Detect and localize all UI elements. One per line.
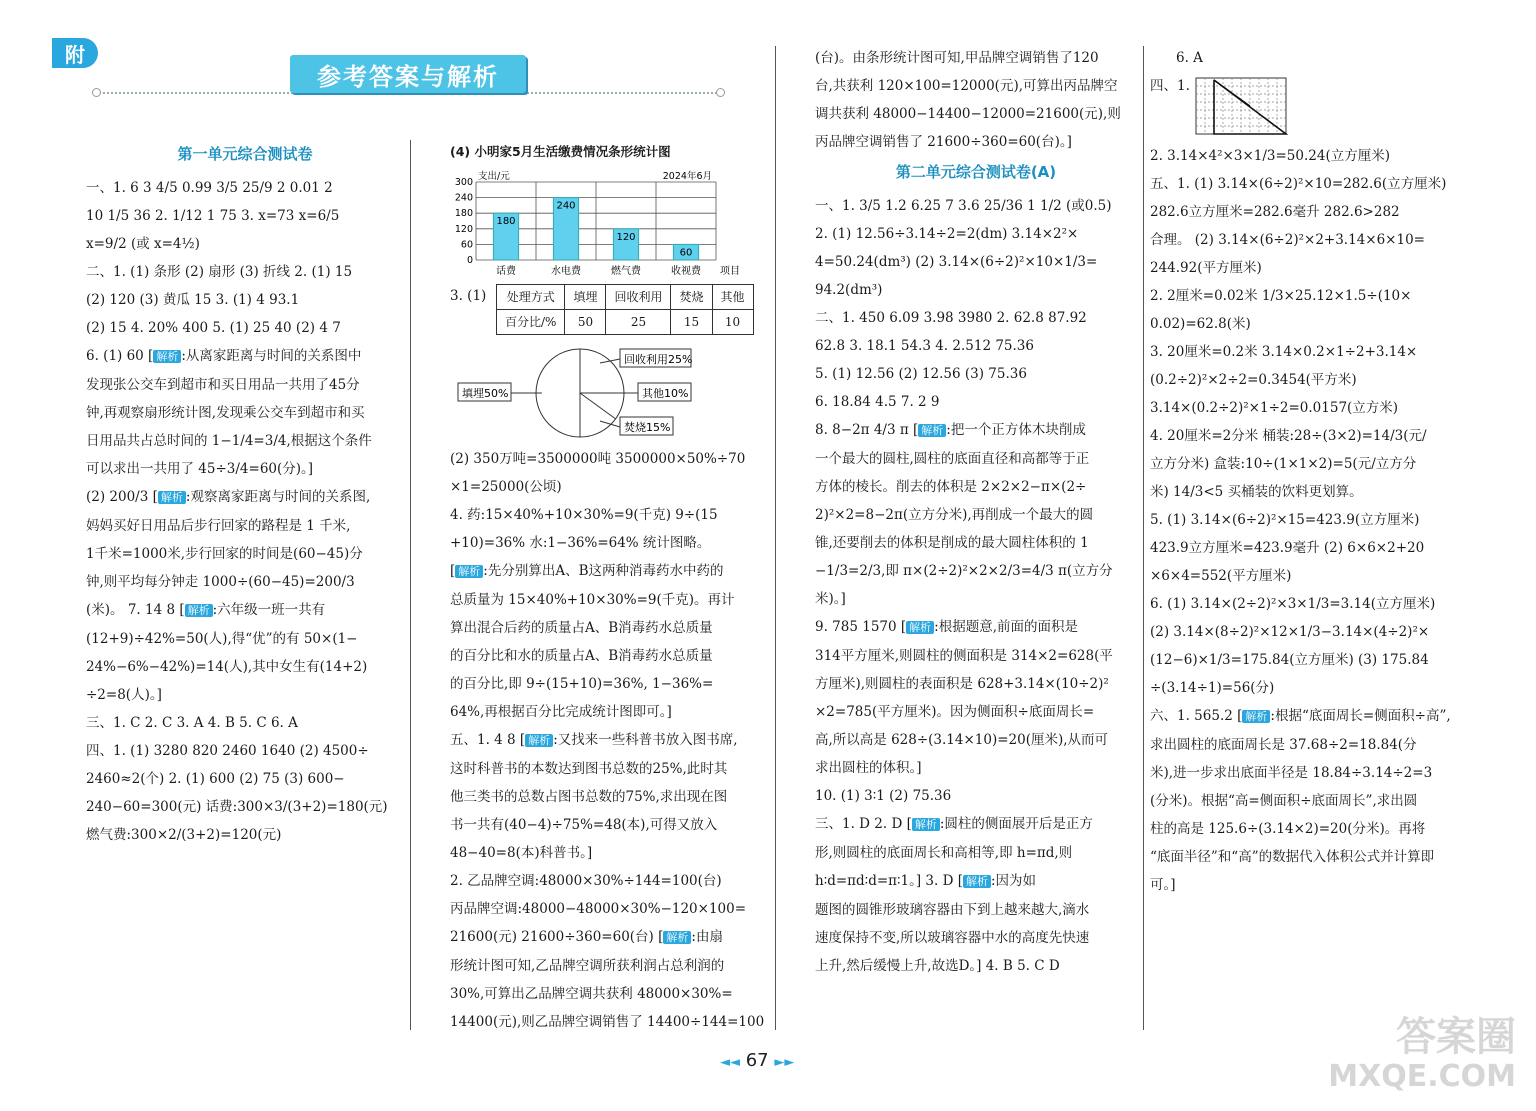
answer-line: 3.14×(0.2÷2)²×1÷2=0.0157(立方米) (1150, 400, 1399, 416)
answer-line: 一个最大的圆柱,圆柱的底面直径和高都等于正 (815, 451, 1090, 467)
answer-line: 6. 18.84 4.5 7. 2 9 (815, 394, 940, 410)
analysis-tag: 解析 (158, 491, 186, 504)
answer-line: ÷(3.14÷1)=56(分) (1150, 680, 1275, 696)
answer-line: 形,则圆柱的底面周长和高相等,即 h=πd,则 (815, 845, 1073, 861)
answer-line: 24%−6%−42%)=14(人),其中女生有(14+2) (86, 659, 368, 675)
answer-line: 6. (1) 3.14×(2÷2)²×3×1/3=3.14(立方厘米) (1150, 596, 1436, 612)
answer-line: 三、1. D 2. D [ 解析 :圆柱的侧面展开后是正方 (815, 816, 1093, 832)
answer-line: 10 1/5 36 2. 1/12 1 75 3. x=73 x=6/5 (86, 208, 340, 224)
answer-line: (2) 3.14×(8÷2)²×12×1/3−3.14×(4÷2)²× (1150, 624, 1430, 640)
prev-page-icon[interactable]: ◄◄ (720, 1055, 740, 1070)
answer-line: [ 解析 :先分别算出A、B这两种消毒药水中药的 (450, 563, 724, 579)
answer-line: 5. (1) 3.14×(6÷2)²×15=423.9(立方厘米) (1150, 512, 1420, 528)
y-tick-label: 60 (460, 239, 473, 251)
answer-line: 形统计图可知,乙品牌空调所获利润占总利润的 (450, 958, 725, 974)
answer-line: 282.6立方厘米=282.6毫升 282.6>282 (1150, 204, 1400, 220)
answer-line: 调共获利 48000−14400−12000=21600(元),则 (815, 106, 1121, 122)
table-header-row (497, 285, 754, 310)
answer-line: (分米)。根据“高=侧面积÷底面周长”,求出圆 (1150, 793, 1418, 809)
answer-line: ÷2=8(人)。] (86, 687, 162, 703)
divider-end-right (716, 88, 725, 97)
data-label: 180 (496, 216, 516, 228)
pie-label: 其他10% (642, 387, 689, 400)
answer-line: 一、1. 6 3 4/5 0.99 3/5 25/9 2 0.01 2 (86, 180, 333, 196)
analysis-tag: 解析 (918, 424, 946, 437)
y-axis-label: 支出/元 (478, 171, 510, 182)
answer-line: 钟,则平均每分钟走 1000÷(60−45)=200/3 (86, 574, 355, 590)
answer-line: 米),进一步求出底面半径是 18.84÷3.14÷2=3 (1150, 765, 1433, 781)
answer-6a: 6. A (1176, 50, 1203, 66)
answer-line: 14400(元),则乙品牌空调销售了 14400÷144=100 (450, 1014, 765, 1030)
answer-line: 算出混合后药的质量占A、B消毒药水总质量 (450, 620, 713, 636)
answer-line: x=9/2 (或 x=4½) (86, 236, 200, 252)
answer-line: 0.02)=62.8(米) (1150, 316, 1251, 332)
answer-line: 五、1. 4 8 [ 解析 :又找来一些科普书放入图书席, (450, 732, 738, 748)
y-tick-label: 300 (454, 177, 473, 188)
answer-line: 6. (1) 60 [ 解析 :从离家距离与时间的关系图中 (86, 348, 362, 364)
column-2-lines (450, 445, 770, 1036)
divider-end-left (92, 88, 101, 97)
table-label: 3. (1) (450, 288, 487, 304)
column-3 (815, 44, 1137, 980)
pie-chart (450, 341, 750, 445)
analysis-tag: 解析 (663, 931, 691, 944)
y-tick-label: 120 (454, 223, 473, 235)
answer-line: +10)=36% 水:1−36%=64% 统计图略。 (450, 535, 711, 551)
answer-line: (2) 120 (3) 黄瓜 15 3. (1) 4 93.1 (86, 292, 300, 308)
column-2 (450, 138, 770, 1036)
column-divider-2 (775, 46, 776, 1030)
answer-line: 423.9立方厘米=423.9毫升 (2) 6×6×2+20 (1150, 540, 1425, 556)
answer-line: 四、1. (1) 3280 820 2460 1640 (2) 4500÷ (86, 743, 369, 759)
answer-line: 21600(元) 21600÷360=60(台) [ 解析 :由扇 (450, 929, 723, 945)
answer-line: 总质量为 15×40%+10×30%=9(千克)。再计 (450, 592, 735, 608)
answer-line: 一、1. 3/5 1.2 6.25 7 3.6 25/36 1 1/2 (或0.5) (815, 198, 1112, 214)
analysis-tag: 解析 (455, 565, 483, 578)
answer-line: 日用品共占总时间的 1−1/4=3/4,根据这个条件 (86, 433, 372, 449)
section-title-unit1: 第一单元综合测试卷 (177, 145, 313, 163)
answer-line: 钟,再观察扇形统计图,发现乘公交车到超市和买 (86, 405, 365, 421)
answer-line: 锥,还要削去的体积是削成的最大圆柱体积的 1 (815, 535, 1089, 551)
answer-line: 4. 药:15×40%+10×30%=9(千克) 9÷(15 (450, 507, 718, 523)
column-3-lines (815, 192, 1137, 980)
x-axis-label: 项目 (720, 266, 740, 277)
answer-line: ×1=25000(公顷) (450, 479, 562, 495)
answer-line: (2) 15 4. 20% 400 5. (1) 25 40 (2) 4 7 (86, 320, 341, 336)
bar-chart (450, 168, 750, 278)
answer-line: 米) 14/3<5 买桶装的饮料更划算。 (1150, 484, 1363, 500)
answer-line: (2) 350万吨=3500000吨 3500000×50%÷70 (450, 451, 746, 467)
data-label: 240 (556, 200, 576, 212)
answer-line: (12−6)×1/3=175.84(立方厘米) (3) 175.84 (1150, 652, 1429, 668)
answer-line: 64%,再根据百分比完成统计图即可。] (450, 704, 672, 720)
answer-line: 五、1. (1) 3.14×(6÷2)²×10=282.6(立方厘米) (1150, 176, 1447, 192)
analysis-tag: 解析 (912, 818, 940, 831)
y-tick-label: 240 (454, 192, 473, 204)
answer-line: 合理。 (2) 3.14×(6÷2)²×2+3.14×6×10= (1150, 232, 1425, 248)
answer-line: (米)。 7. 14 8 [ 解析 :六年级一班一共有 (86, 602, 326, 618)
answer-line: 上升,然后缓慢上升,故选D。] 4. B 5. C D (815, 958, 1060, 974)
analysis-tag: 解析 (1242, 710, 1270, 723)
answer-line: 可。] (1150, 877, 1176, 893)
analysis-tag: 解析 (153, 350, 181, 363)
answer-line: 8. 8−2π 4/3 π [ 解析 :把一个正方体木块削成 (815, 422, 1086, 438)
answer-line: 48−40=8(本)科普书。] (450, 845, 593, 861)
pie-label: 回收利用25% (624, 353, 693, 366)
answer-line: 方体的棱长。削去的体积是 2×2×2−π×(2÷ (815, 479, 1087, 495)
analysis-tag: 解析 (185, 604, 213, 617)
column-1 (86, 138, 404, 849)
answer-line: 的百分比和水的质量占A、B消毒药水总质量 (450, 648, 713, 664)
answer-line: 速度保持不变,所以玻璃容器中水的高度先快速 (815, 930, 1090, 946)
answer-line: 5. (1) 12.56 (2) 12.56 (3) 75.36 (815, 366, 1027, 382)
answer-line: 10. (1) 3∶1 (2) 75.36 (815, 788, 952, 804)
answer-line: −1/3=2/3,即 π×(2÷2)²×2×2/3=4/3 π(立方分 (815, 563, 1113, 579)
answer-line: 2. 3.14×4²×3×1/3=50.24(立方厘米) (1150, 148, 1390, 164)
answer-line: (2) 200/3 [ 解析 :观察离家距离与时间的关系图, (86, 489, 371, 505)
answer-line: 求出圆柱的体积。] (815, 760, 922, 776)
answer-line: 高,所以高是 628÷(3.14×10)=20(厘米),从而可 (815, 732, 1109, 748)
table-cell: 百分比/% (497, 310, 565, 335)
answer-line: 2)²×2=8−2π(立方分米),再削成一个最大的圆 (815, 507, 1094, 523)
y-tick-label: 0 (466, 255, 473, 266)
answer-line: 2. 2厘米=0.02米 1/3×25.12×1.5÷(10× (1150, 288, 1412, 304)
answer-line: 二、1. (1) 条形 (2) 扇形 (3) 折线 2. (1) 15 (86, 264, 353, 280)
answer-line: 9. 785 1570 [ 解析 :根据题意,前面的面积是 (815, 619, 1078, 635)
answer-line: 2. 乙品牌空调:48000×30%÷144=100(台) (450, 873, 722, 889)
category-label: 燃气费 (611, 266, 641, 277)
answer-line: 的百分比,即 9÷(15+10)=36%, 1−36%= (450, 676, 714, 692)
page-number: 67 (745, 1050, 769, 1071)
answer-line: 4. 20厘米=2分米 桶装:28÷(3×2)=14/3(元/ (1150, 428, 1427, 444)
section-title-unit2a: 第二单元综合测试卷(A) (895, 163, 1057, 181)
answer-line: 可以求出一共用了 45÷3/4=60(分)。] (86, 461, 314, 477)
section-four-label: 四、1. (1150, 78, 1190, 94)
answer-line: h∶d=πd∶d=π∶1。] 3. D [ 解析 :因为如 (815, 873, 1037, 889)
answer-line: 3. 20厘米=0.2米 3.14×0.2×1÷2+3.14× (1150, 344, 1418, 360)
answer-line: 燃气费:300×2/(3+2)=120(元) (86, 827, 282, 843)
column-4 (1150, 44, 1520, 899)
answer-line: 三、1. C 2. C 3. A 4. B 5. C 6. A (86, 715, 298, 731)
column-4-lines (1150, 142, 1520, 899)
next-page-icon[interactable]: ►► (774, 1055, 795, 1070)
answer-line: 62.8 3. 18.1 54.3 4. 2.512 75.36 (815, 338, 1034, 354)
table-header-cell: 回收利用 (606, 285, 671, 310)
answer-line: 二、1. 450 6.09 3.98 3980 2. 62.8 87.92 (815, 310, 1087, 326)
table-cell: 25 (606, 310, 671, 335)
analysis-tag: 解析 (963, 875, 991, 888)
answer-line: 94.2(dm³) (815, 282, 883, 298)
answer-line: 244.92(平方厘米) (1150, 260, 1262, 276)
table-header-cell: 焚烧 (671, 285, 712, 310)
watermark: 答案圈 MXQE.COM (1328, 1014, 1516, 1094)
answer-line: 丙品牌空调销售了 21600÷360=60(台)。] (815, 134, 1072, 150)
answer-line: 方厘米),则圆柱的表面积是 628+3.14×(10÷2)² (815, 676, 1109, 692)
data-label: 60 (679, 247, 693, 259)
answer-line: 4=50.24(dm³) (2) 3.14×(6÷2)²×10×1/3= (815, 254, 1098, 270)
appendix-tag: 附 (52, 38, 98, 68)
answer-line: 1千米=1000米,步行回家的时间是(60−45)分 (86, 546, 363, 562)
data-label: 120 (616, 231, 636, 243)
answer-line: (台)。由条形统计图可知,甲品牌空调销售了120 (815, 50, 1099, 66)
page-footer (720, 1050, 794, 1071)
page-title: 参考答案与解析 (290, 55, 526, 93)
pie-label: 焚烧15% (624, 421, 671, 434)
table-row (497, 310, 754, 335)
answer-line: 30%,可算出乙品牌空调共获利 48000×30%= (450, 986, 733, 1002)
analysis-tag: 解析 (525, 734, 553, 747)
pie-label: 填埋50% (462, 387, 509, 400)
answer-line: 240−60=300(元) 话费:300×3/(3+2)=180(元) (86, 799, 388, 815)
category-label: 话费 (496, 266, 516, 277)
answer-line: 柱的高是 125.6÷(3.14×2)=20(分米)。再将 (1150, 821, 1426, 837)
analysis-tag: 解析 (906, 621, 934, 634)
answer-line: 丙品牌空调:48000−48000×30%−120×100= (450, 901, 747, 917)
column-3-top-lines (815, 44, 1137, 156)
answer-line: 2. (1) 12.56÷3.14÷2=2(dm) 3.14×2²× (815, 226, 1079, 242)
grid-figure (1194, 76, 1294, 140)
table-cell: 15 (671, 310, 712, 335)
answer-line: 六、1. 565.2 [ 解析 :根据“底面周长=侧面积÷高”, (1150, 708, 1451, 724)
answer-line: 这时科普书的本数达到图书总数的25%,此时其 (450, 761, 728, 777)
table-cell: 50 (565, 310, 606, 335)
disposal-table (496, 284, 754, 335)
answer-line: ×2=785(平方厘米)。因为侧面积÷底面周长= (815, 704, 1095, 720)
answer-line: 314平方厘米,则圆柱的侧面积是 314×2=628(平 (815, 648, 1113, 664)
chart-date: 2024年6月 (662, 171, 712, 182)
answer-line: (0.2÷2)²×2÷2=0.3454(平方米) (1150, 372, 1357, 388)
answer-line: 立方分米) 盒装:10÷(1×1×2)=5(元/立方分 (1150, 456, 1417, 472)
answer-line: “底面半径”和“高”的数据代入体积公式并计算即 (1150, 849, 1435, 865)
answer-line: 求出圆柱的底面周长是 37.68÷2=18.84(分 (1150, 737, 1417, 753)
answer-line: 题图的圆锥形玻璃容器由下到上越来越大,滴水 (815, 902, 1090, 918)
answer-line: 他三类书的总数占图书总数的75%,求出现在图 (450, 789, 728, 805)
answer-line: ×6×4=552(平方厘米) (1150, 568, 1292, 584)
table-header-cell: 其他 (712, 285, 753, 310)
table-header-cell: 填埋 (565, 285, 606, 310)
answer-line: 台,共获利 120×100=12000(元),可算出丙品牌空 (815, 78, 1118, 94)
column-1-lines (86, 174, 404, 849)
column-divider-3 (1143, 46, 1144, 1030)
answer-line: 2460≈2(个) 2. (1) 600 (2) 75 (3) 600− (86, 771, 345, 787)
answer-line: 书一共有(40−4)÷75%=48(本),可得又放入 (450, 817, 718, 833)
column-divider-1 (410, 140, 411, 1030)
y-tick-label: 180 (454, 208, 473, 220)
category-label: 收视费 (671, 266, 701, 277)
table-header-cell: 处理方式 (497, 285, 565, 310)
answer-line: 妈妈买好日用品后步行回家的路程是 1 千米, (86, 518, 351, 534)
table-cell: 10 (712, 310, 753, 335)
answer-line: (12+9)÷42%=50(人),得“优”的有 50×(1− (86, 631, 358, 647)
answer-line: 米)。] (815, 591, 846, 607)
chart-caption: (4) 小明家5月生活缴费情况条形统计图 (450, 144, 671, 159)
category-label: 水电费 (551, 266, 581, 277)
answer-line: 发现张公交车到超市和买日用品一共用了45分 (86, 377, 360, 393)
